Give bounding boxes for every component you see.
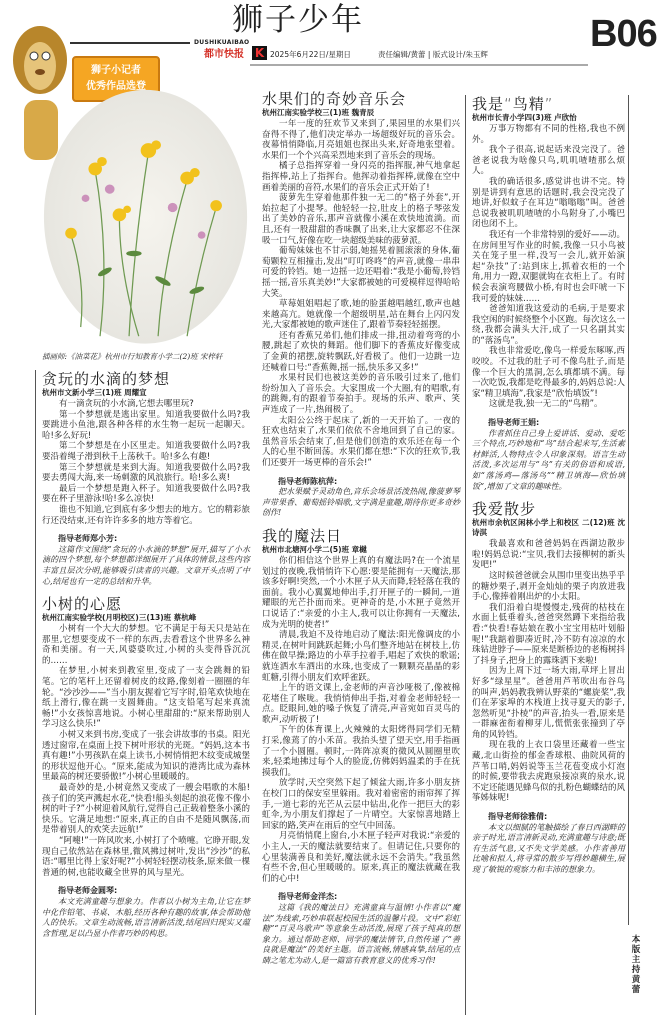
column-divider-middle bbox=[465, 95, 466, 1015]
article-paragraph: 一年一度的狂欢节又来到了,果园里的水果们兴奋得不得了,他们决定举办一场超级好玩的音乐会。夜幕悄悄降临,月亮姐姐也探出头来,好奇地张望着。水果们一个个兴高采烈地来到了音乐会的现场。 bbox=[262, 119, 460, 161]
article-little-tree bbox=[42, 595, 250, 939]
article-paragraph: 最后一个梦想是跑入杯子。知道我要做什么吗?我要在杯子里游泳!哈!多么凉快! bbox=[42, 483, 250, 505]
article-paragraph: 月亮悄悄爬上窗台,小木匣子轻声对我说:“亲爱的小主人,一天的魔法就要结束了。但请记住,只要你的心里装满善良和美好,魔法就永远不会消失。”我虽然有些不舍,但心里暖暖的。原来,真正的魔法就藏在我们的心中! bbox=[262, 831, 460, 884]
article-paragraph: 我还有一个非常特别的爱好——动。在房间里写作业的时候,我像一只小鸟被关在笼子里一样,没写一会儿,就开始演起“杂技”了:站到床上,抓着衣柜的一个角,用力一蹬,双腿就钩在衣柜上了。有时候会表演弯腰做小桥,有时也会吓唬一下我可爱的妹妹…… bbox=[472, 229, 626, 304]
article-paragraph: 菠萝先生穿着他那件独一无二的“格子外套”,开始拉起了小提琴。他轻轻一拉,肚皮上的格子琴弦发出了美妙的音乐,那声音就像小溪在欢快地流淌。而且,还有一股甜甜的香味飘了出来,让大家都忍不住深吸一口气,好像在吃一块超级美味的菠萝派。 bbox=[262, 193, 460, 246]
teacher-name: 指导老师徐雅倩: bbox=[488, 812, 548, 822]
article-paragraph: 我也非常爱吃,像鸟一样爱东啄啄,西咬咬。不过我的肚子可不像鸟肚子,而是像一个巨大的黑洞,怎么填都填不满。每一次吃饭,我都是吃得最多的,妈妈总说:人家“精卫填海”,我家是“欣怡填饭”! bbox=[472, 346, 625, 399]
article-bird-spirit bbox=[472, 95, 625, 492]
brand-pinyin: DUSHIKUAIBAO bbox=[194, 39, 250, 46]
teacher-name: 指导老师王娟: bbox=[488, 418, 540, 428]
article-paragraph: 水果村民们也被这美妙的音乐吸引过来了,他们纷纷加入了音乐会。大家围成一个大圈,有的唱歌,有的跳舞,有的跟着节奏拍手。现场的乐声、歌声、笑声连成了一片,热闹极了。 bbox=[262, 373, 460, 416]
article-paragraph: 小树又来到书房,变成了一张会讲故事的书桌。阳光透过窗帘,在桌面上投下树叶形状的光斑。“妈妈,这本书真有趣!”小男孩趴在桌上读书,小树悄悄把木纹变成城堡的形状逗他开心。“原来,能成为知识的港湾比成为森林里最高的树还要骄傲!”小树心里暖暖的。 bbox=[42, 730, 250, 783]
article-paragraph: 因为上周下过一场大雨,草坪上冒出好多“绿星星”。爸爸用芦苇吹出布谷鸟的叫声,妈妈教我辨认野菜的“螺旋桨”,我们在茅家埠的木栈道上找寻夏天的影子,忽然听见“扑棱”的声音,抬头一看,原来是一群麻雀衔着柳芽儿,慌慌张张撞到了亭角的风铃铛。 bbox=[472, 666, 625, 740]
column-divider-right bbox=[628, 95, 629, 925]
issue-date: 2025年6月22日/星期日 bbox=[270, 50, 351, 59]
masthead-rule bbox=[70, 42, 190, 44]
teacher-comment: 这篇《我的魔法日》充满童真与温情!小作者以“魔法”为线索,巧妙串联起校园生活的温馨片段。文中“彩虹糖”“百灵鸟歌声”等意象生动活泼,展现了孩子纯真的想象力。通过帮助老师、同学的魔法情节,自然传递了“善良就是魔法”的美好主题。语言流畅,情感真挚,结尾的点睛之笔尤为动人,是一篇富有教育意义的优秀习作! bbox=[262, 902, 460, 965]
article-title: 我是“鸟精” bbox=[472, 95, 554, 113]
article-title: 水果们的奇妙音乐会 bbox=[262, 90, 407, 108]
article-paragraph: 在梦里,小树来到教室里,变成了一支会跳舞的铅笔。它的笔杆上还留着树皮的纹路,像刻着一圈圈的年轮。“沙沙沙——”当小朋友握着它写字时,铅笔欢快地在纸上滑行,像在跳一支圆舞曲。“这支铅笔写起来真流畅!”小女孩惊喜地说。小树心里甜甜的:“原来帮助别人学习这么快乐!” bbox=[42, 666, 250, 730]
article-paragraph: 第一个梦想就是逃出家里。知道我要做什么吗?我要跳进小鱼池,跟各种各样的水生物一起玩一起聊天。哈!多么好玩! bbox=[42, 409, 250, 441]
column-divider-left bbox=[35, 370, 36, 1015]
rapeseed-painting bbox=[42, 88, 250, 350]
article-paragraph: 上午的语文课上,金老师的声音沙哑极了,像被棉花堵住了喉咙。我悄悄伸出手指,对着金老师轻轻一点。眨眼间,她的嗓子恢复了清亮,声音宛如百灵鸟的歌声,动听极了! bbox=[262, 683, 460, 725]
article-paragraph: 葡萄妹妹也不甘示弱,她摇晃着圆滚滚的身体,葡萄颗粒互相撞击,发出“叮叮咚咚”的声音,就像一串串可爱的铃铛。她一边摇一边还唱着:“我是小葡萄,铃铛摇一摇,音乐真美妙!”大家都被她的可爱模样逗得哈哈大笑。 bbox=[262, 246, 460, 299]
article-paragraph: 下午的体育课上,火辣辣的太阳烤得同学们无精打采,像蔫了的小禾苗。我抬头望了望天空,用手指画了一个小圆圈。顿时,一阵阵凉爽的微风从圆圈里吹来,轻柔地拂过每个人的脸庞,仿佛妈妈温柔的手在抚摸我们。 bbox=[262, 725, 460, 778]
teacher-name: 指导老师郑小芳: bbox=[58, 534, 118, 544]
article-fruit-concert bbox=[262, 90, 460, 519]
article-paragraph: 这时候爸爸就会从围巾里变出热乎乎的糖炒栗子,剥开金灿灿的栗子肉放进我手心,像捧着刚出炉的小太阳。 bbox=[472, 570, 626, 603]
banner-line-2: 优秀作品选登 bbox=[86, 81, 146, 92]
article-title: 我的魔法日 bbox=[262, 526, 343, 545]
article-byline: 杭州市文新小学三(1)班 周耀宣 bbox=[42, 388, 147, 397]
teacher-comment: 作者抓住自己身上爱讲话、爱动、爱吃三个特点,巧妙地和“鸟”结合起来写,生活素材鲜活,人物特点令人印象深刻。语言生动活泼,多次运用与“鸟”有关的俗语和成语,如“落汤鸡—落汤鸟”“精卫填海—欣怡填饭”,增加了文章的趣味性。 bbox=[472, 428, 625, 491]
article-paragraph: 爸爸知道我这爱动的毛病,于是要求我空闲的时候绕整个小区跑。每次这么一绕,我都会满头大汗,成了一只名副其实的“落汤鸟”。 bbox=[472, 304, 626, 346]
banner-line-1: 狮子小记者 bbox=[91, 65, 141, 76]
article-paragraph: 有一滴贪玩的小水滴,它想去哪里玩? bbox=[59, 399, 194, 409]
painting-caption: 插画师:《油菜花》杭州市行知教育小学二(2)班 宋梓轩 bbox=[42, 352, 223, 361]
article-magic-day bbox=[262, 527, 460, 967]
article-paragraph: 你们相信这个世界上真的有魔法吗?在一个流星划过的夜晚,我悄悄许下心愿:要是能拥有一天魔法,那该多好啊!突然,一个小木匣子从天而降,轻轻落在我的面前。我小心翼翼地伸出手,打开匣子的一瞬间,一道耀眼的光芒扑面而来。更神奇的是,小木匣子竟然开口说话了:“亲爱的小主人,我可以让你拥有一天魔法,成为光明的使者!” bbox=[262, 555, 460, 630]
article-paragraph: 还有香蕉兄弟们,他们排成一排,扭动着弯弯的小腰,跳起了欢快的舞蹈。他们脚下的香蕉皮好像变成了金黄的裙摆,旋转飘跃,好看极了。他们一边跳一边还喊着口号:“香蕉舞,摇一摇,快乐多又多!” bbox=[262, 330, 460, 373]
article-byline: 杭州市余杭区闲林小学上和校区 二(12)班 沈诗淇 bbox=[472, 518, 625, 538]
article-paragraph: 我们沿着白堤慢慢走,残荷的枯枝在水面上低垂着头,爸爸突然蹲下来指给我看:“快看!春姑娘在教小宝宝用枯叶划船呢!”我踮着脚凑近时,冷不防有凉凉的水珠钻进脖子——原来是断桥边的老梅树抖了抖身子,把身上的露珠洒下来啦! bbox=[472, 602, 626, 666]
article-paragraph: 清晨,我迫不及待地启动了魔法:阳光像调皮的小精灵,在树叶间跳跃起舞;小鸟们整齐地站在树枝上,仿佛在做早操;路边的小草手拉着手,唱起了欢快的歌谣;就连洒水车洒出的水珠,也变成了一颗颗亮晶晶的彩虹糖,引得小朋友们欢呼雀跃。 bbox=[262, 630, 460, 683]
page-host: 本版主持 黄蕾 bbox=[631, 935, 641, 995]
page-number: B06 bbox=[590, 13, 657, 55]
teacher-comment: 把水果赋予灵动角色,音乐会场景活泼热闹,像菠萝琴声带果香、葡萄摇铃唱歌,文字满是童趣,期待你更多奇妙创作! bbox=[262, 487, 460, 518]
article-title: 我爱散步 bbox=[472, 500, 537, 519]
article-byline: 杭州市北塘河小学二(5)班 章樾 bbox=[262, 544, 367, 554]
article-paragraph: 放学时,天空突然下起了倾盆大雨,许多小朋友挤在校门口的保安室里躲雨。我对着密密的雨帘挥了挥手,一道七彩的光芒从云层中钻出,化作一把巨大的彩虹伞,为小朋友们撑起了一片晴空。大家惊喜地踏上回家的路,笑声在雨后的空气中回荡。 bbox=[262, 778, 460, 831]
article-paragraph: 现在我的上衣口袋里还藏着一些宝藏,北山街捡的郁金香球根、曲院风荷的芦苇口哨,妈妈说等玉兰花苞变成小灯泡的时候,要带我去虎跑泉接凉爽的泉水,说不定还能遇见蜂鸟似的扎粉色蝴蝶结的风筝姊妹呢! bbox=[472, 740, 626, 804]
article-paragraph: 这就是我,独一无二的“鸟精”。 bbox=[489, 399, 603, 410]
section-title: 狮子少年 bbox=[232, 2, 364, 38]
article-byline: 杭州江南实验学校(月明校区)三(13)班 蔡杭峰 bbox=[42, 613, 197, 623]
masthead-gray-rule bbox=[250, 64, 588, 66]
teacher-name: 指导老师陈杭萍: bbox=[278, 476, 338, 486]
teacher-name: 指导老师金洋杰: bbox=[278, 892, 338, 902]
right-column bbox=[472, 95, 625, 876]
article-paragraph: 我的确话很多,感觉讲也讲不完。特别是讲到有意思的话题时,我会没完没了地讲,好似蚊子在耳边“嗡嗡嗡”叫。爸爸总说我被叽叽喳喳的小鸟附身了,小嘴巴闭也闭不上。 bbox=[472, 176, 625, 230]
middle-column bbox=[262, 90, 460, 967]
teacher-comment: 本文充满童趣与想象力。作者以小树为主角,让它在梦中化作铅笔、书桌、木船,经历各种有趣的故事,体会帮助他人的快乐。文章生动流畅,语言清新活泼,结尾回归现实又蕴含哲理,足以凸显小作者巧妙的构思。 bbox=[42, 896, 250, 938]
article-love-walking bbox=[472, 500, 625, 875]
brand-name: 都市快报 bbox=[204, 49, 244, 60]
article-byline: 杭州市长青小学四(3)班 卢欣怡 bbox=[472, 113, 577, 122]
article-paragraph: 谁也不知道,它到底有多少想去的地方。它的精彩旅行还没结束,还有许许多多的地方等着它。 bbox=[42, 504, 250, 526]
article-water-drop bbox=[42, 370, 250, 587]
teacher-comment: 本文以细腻的笔触描绘了春日西湖畔的亲子时光,语言清新灵动,充满童趣与诗意;既有生活气息,又不失文学美感。小作者善用比喻和拟人,将寻常的散步写得妙趣横生,展现了敏锐的观察力和丰沛的想象力。 bbox=[472, 822, 625, 874]
article-paragraph: 橘子总指挥穿着一身闪亮的指挥服,神气地拿起指挥棒,站上了指挥台。他挥动着指挥棒,就像在空中画着美丽的音符,水果们的音乐会正式开始了! bbox=[262, 161, 460, 193]
article-paragraph: 我最喜欢和爸爸妈妈在西湖边散步啦!妈妈总说:“宝贝,我们去接柳树的新头发吧!” bbox=[472, 539, 625, 571]
article-paragraph: 小树有一个大大的梦想。它不满足于每天只是站在那里,它想要变成不一样的东西,去看看这个世界多么神奇和美丽。有一天,风婆婆吹过,小树的头变得昏沉沉的…… bbox=[42, 624, 250, 666]
left-column bbox=[42, 88, 250, 939]
article-title: 小树的心愿 bbox=[42, 595, 123, 614]
article-paragraph: 第二个梦想是在小区里走。知道我要做什么吗?我要沿着绳子滑到秋千上荡秋千。哈!多么有趣! bbox=[42, 441, 250, 462]
article-paragraph: “阿嚏!”一阵风吹来,小树打了个喷嚏。它睁开眼,发现自己依然站在森林里,微风拂过树叶,发出“沙沙”的私语:“哪里比得上家好呢?”小树轻轻摆动枝条,原来做一棵普通的树,也能收藏全世界的风与星光。 bbox=[42, 835, 250, 878]
article-paragraph: 最奇妙的是,小树竟然又变成了一艘会唱歌的木船!孩子们的笑声溅起水花,“快看!船头刻起的浪花像不像小树的叶子?”小树迎着风航行,觉得自己正载着整条小溪的快乐。它满足地想:“原来,真正的自由不是随风飘荡,而是带着别人的欢笑去远航!” bbox=[42, 783, 250, 836]
article-paragraph: 我个子很高,说起话来没完没了。爸爸老说我为啥像只鸟,叽叽喳喳那么烦人。 bbox=[472, 145, 625, 177]
article-title: 贪玩的水滴的梦想 bbox=[42, 370, 171, 388]
editor-credits: 责任编辑/黄蕾 | 版式设计/朱玉辉 bbox=[378, 50, 488, 59]
article-paragraph: 第三个梦想就是来到大海。知道我要做什么吗?我要去勇闯大海,来一场刺激的风浪旅行。哈!多么爽! bbox=[42, 462, 250, 484]
teacher-name: 指导老师金圆琴: bbox=[58, 886, 118, 896]
article-paragraph: 草莓姐姐唱起了歌,她的脸蛋越唱越红,歌声也越来越高亢。她就像一个超级明星,站在舞台上闪闪发光,大家都被她的歌声迷住了,跟着节奏轻轻摇摆。 bbox=[262, 299, 460, 331]
article-paragraph: 太阳公公终于起床了,新的一天开始了。一夜的狂欢也结束了,水果们依依不舍地回到了自己的家。虽然音乐会结束了,但是他们创造的欢乐还在每一个人的心里不断回荡。水果们都在想:“下次的狂欢节,我们还要开一场更棒的音乐会!” bbox=[262, 415, 460, 468]
article-byline: 杭州江南实验学校三(1)班 魏青辰 bbox=[262, 108, 375, 117]
teacher-comment: 这篇作文围绕“贪玩的小水滴的梦想”展开,描写了小水滴的四个梦想,每个梦想都详细展开了具体的情景,这些内容丰富且层次分明,能够吸引读者的兴趣。文章开头点明了中心,结尾也有一定的总结和升华。 bbox=[42, 544, 250, 586]
brand-k-logo-icon: K bbox=[252, 46, 267, 60]
article-paragraph: 万事万物都有不同的性格,我也不例外。 bbox=[472, 124, 625, 145]
